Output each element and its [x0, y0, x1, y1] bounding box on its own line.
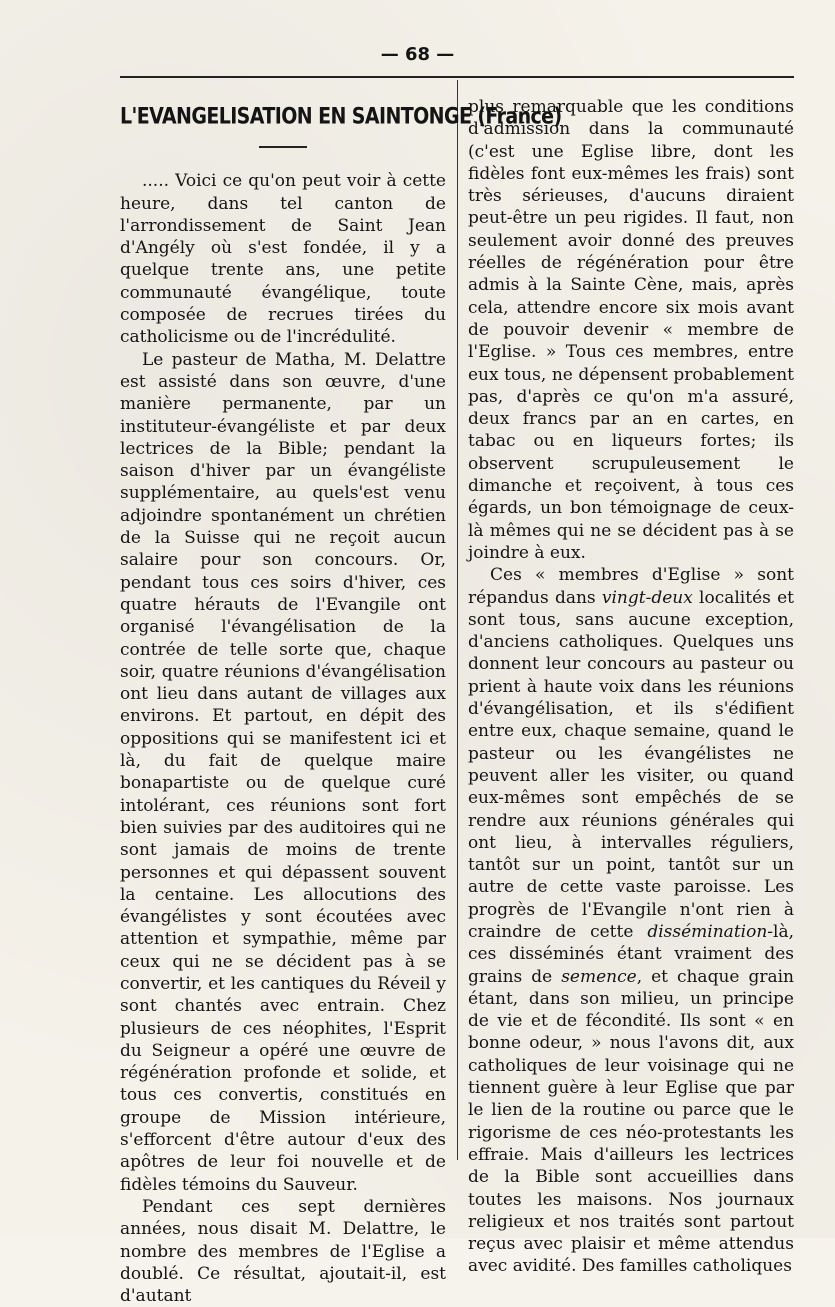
- page-number: — 68 —: [380, 44, 455, 65]
- paragraph-1: ..... Voici ce qu'on peut voir à cette heure, dans tel canton de l'arrondissement de Saint Jean d'Angély où s'est fondée, il y a quelque trente ans, une petite communauté évangélique, toute composée de recrues tirées du catholicisme ou de l'incrédulité.: [120, 171, 446, 348]
- paragraph-3: Pendant ces sept dernières années, nous disait M. Delattre, le nombre des membres de l'Eglise a doublé. Ce résultat, ajoutait-il, est d'autant: [120, 1196, 446, 1307]
- text-run: -là, ces disséminés étant vraiment des grains de: [468, 921, 794, 987]
- paragraph-members: [468, 564, 794, 1278]
- text-run: Ces « membres d'Eglise » sont répandus dans: [468, 565, 794, 608]
- right-column: [468, 96, 794, 1278]
- left-column: [120, 96, 562, 1307]
- text-run: localités et sont tous, sans aucune exception, d'anciens catholiques. Quelques uns donnent leur concours au pasteur ou prient à haute voix dans les réunions d'évangélisation, et ils s'édifient entre eux, chaque semaine, quand le pasteur ou les évangélistes ne peuvent aller les visiter, ou quand eux-mêmes sont empêchés de se rendre aux réunions générales qui ont lieu, à intervalles réguliers, tantôt sur un point, tantôt sur un autre de cette vaste paroisse. Les progrès de l'Evangile n'ont rien à craindre de cette: [468, 587, 794, 942]
- header-rule: [120, 76, 794, 78]
- column-divider: [457, 80, 458, 1160]
- italic-run: vingt-deux: [601, 587, 693, 608]
- italic-run: dissémination: [647, 921, 768, 942]
- paragraph-2: Le pasteur de Matha, M. Delattre est assisté dans son œuvre, d'une manière permanente, par un instituteur-évangéliste et par deux lectrices de la Bible; pendant la saison d'hiver par un évangéliste supplémentaire, au quels'est venu adjoindre spontanément un chrétien de la Suisse qui ne reçoit aucun salaire pour son concours. Or, pendant tous ces soirs d'hiver, ces quatre hérauts de l'Evangile ont organisé l'évangélisation de la contrée de telle sorte que, chaque soir, quatre réunions d'évangélisation ont lieu dans autant de villages aux environs. Et partout, en dépit des oppositions qui se manifestent ici et là, du fait de quelque maire bonapartiste ou de quelque curé intolérant, ces réunions sont fort bien suivies par des auditoires qui ne sont jamais de moins de trente personnes et qui dépassent souvent la centaine. Les allocutions des évangélistes y sont écoutées avec attention et sympathie, même par ceux qui ne se décident pas à se convertir, et les cantiques du Réveil y sont chantés avec entrain. Chez plusieurs de ces néophites, l'Esprit du Seigneur a opéré une œuvre de régénération profonde et solide, et tous ces convertis, constitués en groupe de Mission intérieure, s'efforcent d'être autour d'eux des apôtres de leur foi nouvelle et de fidèles témoins du Sauveur.: [120, 349, 446, 1195]
- italic-run: semence: [561, 966, 637, 987]
- paragraph-continued: plus remarquable que les conditions d'admission dans la communauté (c'est une Eglise libre, dont les fidèles font eux-mêmes les frais) sont très sérieuses, d'aucuns diraient peut-être un peu rigides. Il faut, non seulement avoir donné des preuves réelles de régénération pour être admis à la Sainte Cène, mais, après cela, attendre encore six mois avant de pouvoir devenir « membre de l'Eglise. » Tous ces membres, entre eux tous, ne dépensent probablement pas, d'après ce qu'on m'a assuré, deux francs par an en cartes, en tabac ou en liqueurs fortes; ils observent scrupuleusement le dimanche et reçoivent, à tous ces égards, un bon témoignage de ceux-là mêmes qui ne se décident pas à se joindre à eux.: [468, 97, 794, 563]
- text-run: , et chaque grain étant, dans son milieu, un principe de vie et de fécondité. Ils sont « en bonne odeur, » nous l'avons dit, aux catholiques de leur voisinage qui ne tiennent guère à leur Eglise que par le lien de la routine ou parce que le rigorisme de ces néo-protestants les effraie. Mais d'ailleurs les lectrices de la Bible sont accueillies dans toutes les maisons. Nos journaux religieux et nos traités sont partout reçus avec plaisir et même attendus avec avidité. Des familles catholiques: [468, 966, 794, 1277]
- title-rule: [259, 146, 307, 148]
- article-title: L'EVANGELISATION EN SAINTONGE (France): [120, 104, 562, 130]
